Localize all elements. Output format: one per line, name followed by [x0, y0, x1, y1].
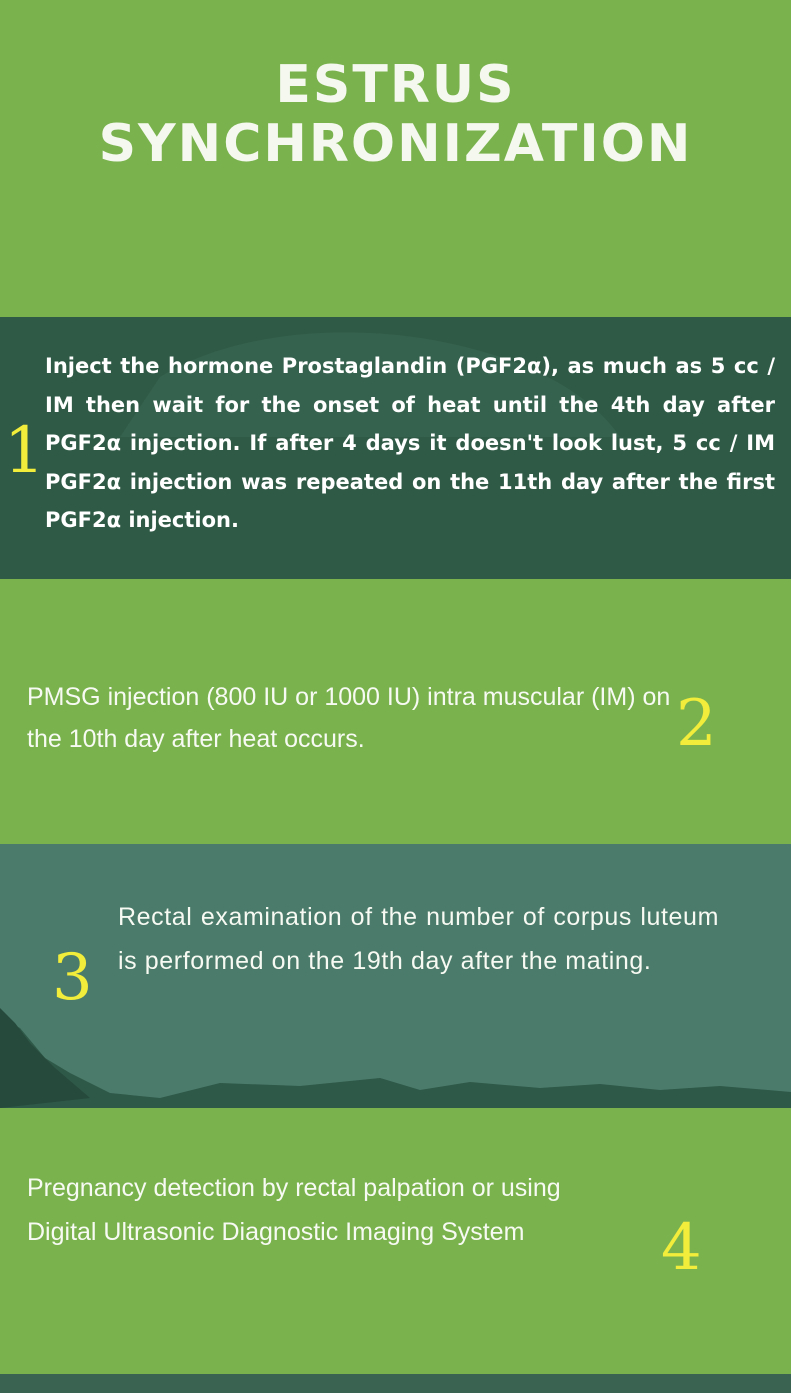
step-4-number: 4	[661, 1211, 702, 1285]
step-4-section	[0, 1108, 791, 1374]
page-title-line-2: SYNCHRONIZATION	[98, 114, 693, 174]
step-3-text: Rectal examination of the number of corpus luteum is performed on the 19th day after the mating.	[118, 903, 719, 975]
step-1-section	[0, 317, 791, 579]
footer-strip	[0, 1374, 791, 1393]
step-3-section	[0, 844, 791, 1108]
step-2-section	[0, 579, 791, 844]
step-1-number: 1	[4, 414, 45, 488]
page-title-line-1: ESTRUS	[275, 55, 516, 115]
step-2-number: 2	[676, 687, 717, 761]
step-2-text: PMSG injection (800 IU or 1000 IU) intra muscular (IM) on the 10th day after heat occurs.	[27, 683, 671, 753]
step-1-text: Inject the hormone Prostaglandin (PGF2α), as much as 5 cc / IM then wait for the onset of heat until the 4th day after PGF2α injection. If after 4 days it doesn't look lust, 5 cc / IM PGF2α injection was repeated on the 11th day after the first PGF2α injection.	[45, 354, 775, 532]
step-4-text: Pregnancy detection by rectal palpation or using Digital Ultrasonic Diagnostic Imaging System	[27, 1174, 561, 1246]
title-section	[0, 0, 791, 317]
mountains-background-graphic	[0, 998, 791, 1108]
step-3-number: 3	[52, 941, 93, 1015]
